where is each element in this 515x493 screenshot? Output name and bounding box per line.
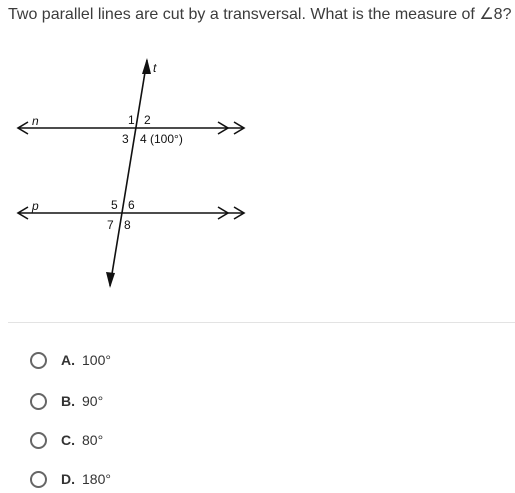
choice-a[interactable]: [30, 348, 111, 372]
choice-b-letter: B.: [61, 393, 75, 409]
choice-c-text: 80°: [82, 432, 104, 448]
angle-label-7: 7: [107, 218, 114, 232]
choice-a-text: 100°: [82, 352, 111, 368]
label-p: p: [32, 199, 39, 213]
angle-label-2: 2: [144, 113, 151, 127]
angle-label-4: 4 (100°): [140, 132, 183, 146]
choice-c[interactable]: [30, 428, 103, 452]
choice-d[interactable]: [30, 467, 111, 491]
angle-label-8: 8: [124, 218, 131, 232]
divider: [8, 322, 515, 323]
label-n: n: [32, 114, 39, 128]
choice-b-text: 90°: [82, 393, 104, 409]
angle-label-1: 1: [128, 113, 135, 127]
choice-b[interactable]: [30, 389, 103, 413]
transversal-t: [106, 58, 151, 288]
angle-label-3: 3: [122, 132, 129, 146]
radio-button-b[interactable]: [30, 393, 47, 410]
radio-button-c[interactable]: [30, 432, 47, 449]
question-text: Two parallel lines are cut by a transversal. What is the measure of ∠8?: [8, 6, 512, 23]
angle-label-6: 6: [128, 198, 135, 212]
label-t: t: [153, 61, 157, 75]
radio-button-a[interactable]: [30, 352, 47, 369]
choice-d-letter: D.: [61, 471, 75, 487]
angle-label-5: 5: [111, 198, 118, 212]
choice-d-text: 180°: [82, 471, 111, 487]
choice-c-letter: C.: [61, 432, 75, 448]
choice-a-letter: A.: [61, 352, 75, 368]
radio-button-d[interactable]: [30, 471, 47, 488]
